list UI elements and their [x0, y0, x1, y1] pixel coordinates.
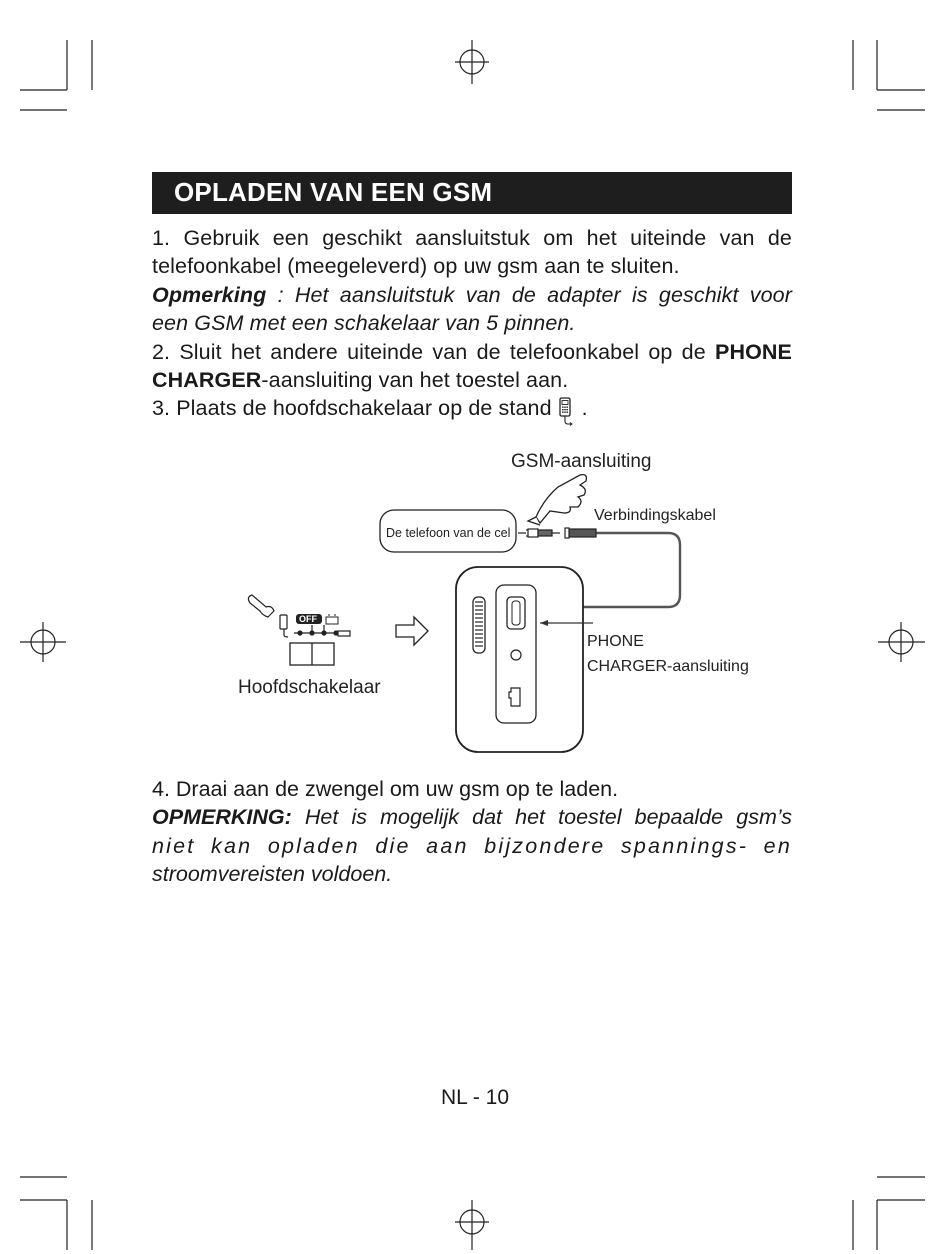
warning-line-2: niet kan opladen die aan bijzondere spannings- en — [152, 833, 792, 858]
pointing-hand-icon — [528, 475, 586, 525]
section-header — [152, 172, 792, 214]
warning-text: Het is mogelijk dat het toestel bepaalde gsm’s — [291, 805, 792, 830]
step-3 — [152, 394, 792, 427]
connection-cable — [576, 533, 680, 607]
step-2-rest: -aansluiting van het toestel aan. — [261, 368, 569, 393]
cable-label: Verbindingskabel — [594, 507, 716, 524]
warning-line-1 — [152, 803, 792, 831]
step-2-text: 2. Sluit het andere uiteinde van de telefoonkabel op de — [152, 339, 716, 364]
section-title: OPLADEN VAN EEN GSM — [174, 177, 493, 207]
switch-phone-icon — [280, 615, 288, 637]
port-label-charger: CHARGER-aansluiting — [587, 658, 749, 675]
page-number: NL - 10 — [440, 1086, 510, 1109]
bottom-instructions — [152, 775, 792, 889]
phone-label: De telefoon van de cel — [386, 526, 511, 540]
step-3-text: 3. Plaats de hoofdschakelaar op de stand — [152, 396, 552, 421]
step-1-line-2: telefoonkabel (meegeleverd) op uw gsm aan te sluiten. — [152, 254, 680, 279]
main-switch-label: Hoofdschakelaar — [238, 677, 381, 698]
off-badge: OFF — [299, 614, 317, 624]
hand-touch-icon — [248, 595, 274, 617]
warning-line-3: stroomvereisten voldoen. — [152, 862, 393, 887]
warning-label: OPMERKING: — [152, 805, 292, 830]
phone-connector — [518, 529, 560, 537]
note-line-2: een GSM met een schakelaar van 5 pinnen. — [152, 311, 576, 336]
charging-diagram — [228, 445, 758, 760]
hollow-arrow-icon — [396, 617, 428, 645]
step-2-bold-charger: CHARGER — [152, 368, 262, 393]
step-1-line-1: 1. Gebruik een geschikt aansluitstuk om het uiteinde van de — [152, 226, 792, 250]
step-2-bold-phone: PHONE — [715, 339, 792, 364]
instructions — [152, 224, 792, 427]
step-2-line-2 — [152, 366, 792, 394]
step-2-line-1 — [152, 338, 792, 366]
step-3-period: . — [581, 396, 588, 421]
diagram-drawing — [228, 445, 758, 760]
step-4: 4. Draai aan de zwengel om uw gsm op te laden. — [152, 777, 619, 801]
note-text: : Het aansluitstuk van de adapter is geschikt voor — [266, 282, 792, 307]
battery-icon — [326, 615, 338, 624]
note-line-1 — [152, 281, 792, 309]
port-label-phone: PHONE — [587, 633, 644, 650]
gsm-connection-label: GSM-aansluiting — [511, 451, 652, 472]
phone-charge-mode-icon — [558, 397, 574, 427]
note-label: Opmerking — [152, 282, 267, 307]
